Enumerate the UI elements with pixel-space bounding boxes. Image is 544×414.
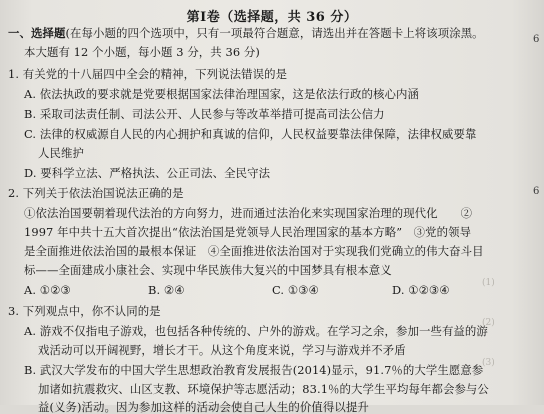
bleed-through-text: (1)	[482, 278, 495, 288]
section-heading: 一、选择题	[8, 26, 66, 40]
margin-mark: 6	[533, 34, 540, 45]
question-3-option-a-cont: 戏活动可以开阔视野，增长才干。从这个角度来说，学习与游戏并不矛盾	[38, 343, 406, 357]
question-2-option-d: D. ①②③④	[392, 283, 450, 297]
question-1-option-a: A. 依法执政的要求就是党要根据国家法律治理国家，这是依法行政的核心内涵	[24, 87, 419, 101]
question-1-option-c-cont: 人民维护	[38, 146, 84, 160]
question-1-option-d: D. 要科学立法、严格执法、公正司法、全民守法	[24, 166, 271, 180]
question-3-option-b: B. 武汉大学发布的中国大学生思想政治教育发展报告(2014)显示，91.7％的大学生愿意参	[24, 363, 484, 377]
question-1-option-b: B. 采取司法责任制、司法公开、人民参与等改革举措可提高司法公信力	[24, 107, 385, 121]
question-2-option-a: A. ①②③	[24, 283, 71, 297]
question-3-option-b-cont: 加诸如抗震救灾、山区支教、环境保护等志愿活动；83.1％的大学生平均每年都会参与公	[38, 382, 489, 396]
question-2-option-c: C. ①③④	[272, 283, 319, 297]
question-1-stem: 1. 有关党的十八届四中全会的精神，下列说法错误的是	[8, 67, 288, 81]
question-3-option-a: A. 游戏不仅指电子游戏，也包括各种传统的、户外的游戏。在学习之余，参加一些有益的游	[24, 324, 488, 338]
section-instruction: (在每小题的四个选项中，只有一项最符合题意，请选出并在答题卡上将该项涂黑。	[65, 26, 484, 40]
question-2-stem: 2. 下列关于依法治国说法正确的是	[8, 186, 184, 200]
section-detail: 本大题有 12 个小题，每小题 3 分，共 36 分)	[24, 45, 260, 59]
question-2-statement-1: ①依法治国要朝着现代法治的方向努力，进而通过法治化来实现国家治理的现代化 ②	[24, 206, 473, 220]
question-2-option-b: B. ②④	[148, 283, 185, 297]
question-2-statement-3: 是全面推进依法治国的最根本保证 ④全面推进依法治国对于实现我们党确立的伟大奋斗目	[24, 244, 484, 258]
bleed-through-text: (2)	[482, 318, 495, 328]
page-title: 第Ⅰ卷（选择题，共 36 分）	[186, 10, 358, 25]
question-3-stem: 3. 下列观点中，你不认同的是	[8, 304, 161, 318]
question-2-statement-2: 1997 年中共十五大首次提出“依法治国是党领导人民治理国家的基本方略” ③党的领导	[24, 225, 472, 239]
question-1-option-c: C. 法律的权威源自人民的内心拥护和真诚的信仰，人民权益要靠法律保障，法律权威要靠	[24, 127, 477, 141]
bleed-through-text: (3)	[482, 358, 495, 368]
section-header	[8, 26, 484, 40]
question-3-option-b-cont2: 益(义务)活动。因为参加这样的活动会使自己人生的价值得以提升	[38, 400, 369, 414]
question-2-statement-4: 标——全面建成小康社会、实现中华民族伟大复兴的中国梦具有根本意义	[24, 263, 392, 277]
margin-mark: 6	[533, 186, 540, 197]
